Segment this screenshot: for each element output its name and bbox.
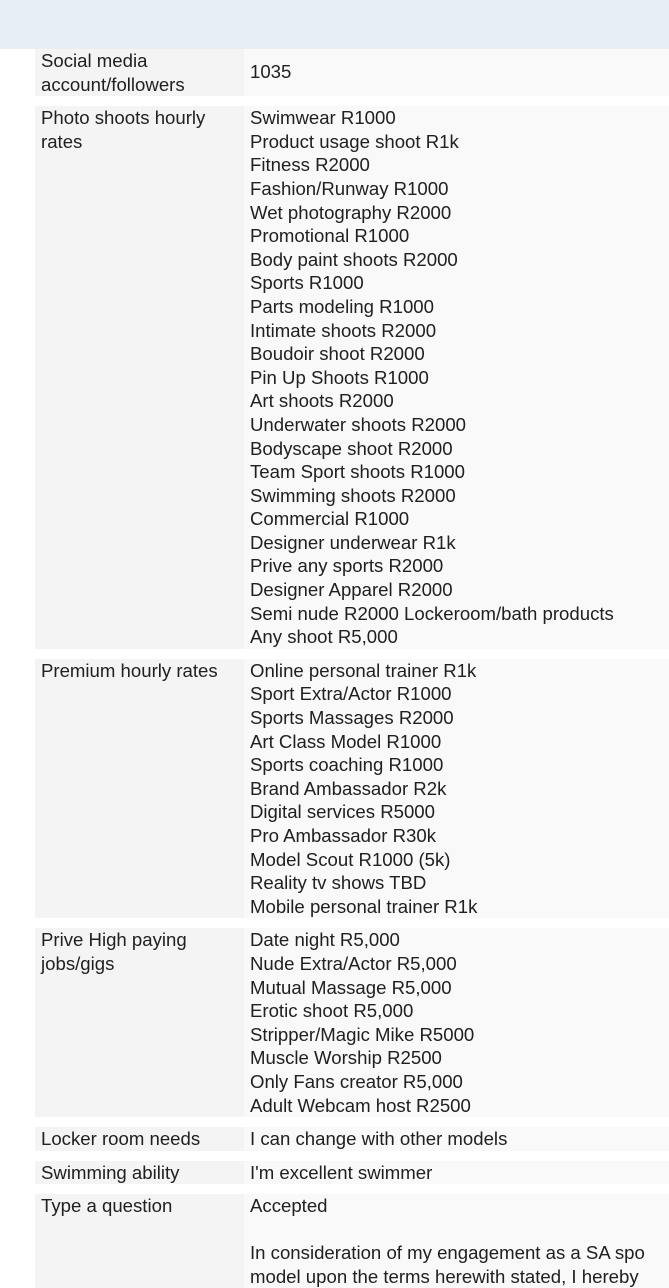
- table-row: [35, 49, 669, 96]
- table-row: [35, 1194, 669, 1288]
- row-label: Premium hourly rates: [35, 659, 244, 919]
- value-line: Fashion/Runway R1000: [250, 177, 669, 201]
- value-line: Product usage shoot R1k: [250, 130, 669, 154]
- row-spacer: [35, 96, 669, 106]
- disclaimer-line: model upon the terms herewith stated, I hereby: [250, 1265, 669, 1288]
- value-line: Mutual Massage R5,000: [250, 976, 669, 1000]
- row-value: [244, 1161, 669, 1185]
- spacer-cell: [35, 1151, 244, 1161]
- value-line: Team Sport shoots R1000: [250, 460, 669, 484]
- value-line: Muscle Worship R2500: [250, 1046, 669, 1070]
- value-line: Swimming shoots R2000: [250, 484, 669, 508]
- value-line: Sports coaching R1000: [250, 753, 669, 777]
- value-line: Commercial R1000: [250, 507, 669, 531]
- spacer-cell: [244, 1151, 669, 1161]
- row-value: [244, 928, 669, 1117]
- spacer-cell: [35, 96, 244, 106]
- value-line: Promotional R1000: [250, 224, 669, 248]
- spacer-cell: [244, 1117, 669, 1127]
- value-line: Designer Apparel R2000: [250, 578, 669, 602]
- value-line: Wet photography R2000: [250, 201, 669, 225]
- spacer-cell: [244, 918, 669, 928]
- value-line: Semi nude R2000 Lockeroom/bath products: [250, 602, 669, 626]
- row-spacer: [35, 1117, 669, 1127]
- row-label: Prive High paying jobs/gigs: [35, 928, 244, 1117]
- disclaimer-line: In consideration of my engagement as a SA spo: [250, 1241, 669, 1265]
- value-line: Pro Ambassador R30k: [250, 824, 669, 848]
- profile-details-table-body: [35, 49, 669, 1288]
- value-line: Art shoots R2000: [250, 389, 669, 413]
- value-line: Stripper/Magic Mike R5000: [250, 1023, 669, 1047]
- value-line: Model Scout R1000 (5k): [250, 848, 669, 872]
- spacer-cell: [244, 649, 669, 659]
- value-line: Intimate shoots R2000: [250, 319, 669, 343]
- value-line: I can change with other models: [250, 1127, 669, 1151]
- value-line: 1035: [250, 60, 669, 84]
- row-spacer: [35, 1184, 669, 1194]
- profile-details-table: [35, 49, 669, 1288]
- row-value: [244, 659, 669, 919]
- value-line: Mobile personal trainer R1k: [250, 895, 669, 919]
- profile-details-table-container: [35, 49, 669, 1288]
- spacer-cell: [35, 918, 244, 928]
- value-line: Designer underwear R1k: [250, 531, 669, 555]
- value-line: Fitness R2000: [250, 153, 669, 177]
- row-spacer: [35, 918, 669, 928]
- value-line: Digital services R5000: [250, 800, 669, 824]
- value-line: Date night R5,000: [250, 928, 669, 952]
- value-line: Sports Massages R2000: [250, 706, 669, 730]
- value-line: Accepted: [250, 1194, 669, 1218]
- row-label: Locker room needs: [35, 1127, 244, 1151]
- value-line: Erotic shoot R5,000: [250, 999, 669, 1023]
- row-label: Type a question: [35, 1194, 244, 1288]
- table-row: [35, 928, 669, 1117]
- row-value: [244, 49, 669, 96]
- value-line: Only Fans creator R5,000: [250, 1070, 669, 1094]
- row-spacer: [35, 1151, 669, 1161]
- value-line: Adult Webcam host R2500: [250, 1094, 669, 1118]
- value-line: Body paint shoots R2000: [250, 248, 669, 272]
- table-row: [35, 1127, 669, 1151]
- row-spacer: [35, 649, 669, 659]
- value-line: Online personal trainer R1k: [250, 659, 669, 683]
- row-value: [244, 1127, 669, 1151]
- table-row: [35, 659, 669, 919]
- table-row: [35, 106, 669, 649]
- value-line: Bodyscape shoot R2000: [250, 437, 669, 461]
- row-value: [244, 106, 669, 649]
- table-row: [35, 1161, 669, 1185]
- value-line: Any shoot R5,000: [250, 625, 669, 649]
- spacer-cell: [35, 1117, 244, 1127]
- row-label: Photo shoots hourly rates: [35, 106, 244, 649]
- row-value: [244, 1194, 669, 1288]
- value-line: Underwater shoots R2000: [250, 413, 669, 437]
- value-line: Boudoir shoot R2000: [250, 342, 669, 366]
- value-line: Reality tv shows TBD: [250, 871, 669, 895]
- spacer-cell: [35, 649, 244, 659]
- value-line: Pin Up Shoots R1000: [250, 366, 669, 390]
- spacer-cell: [35, 1184, 244, 1194]
- row-label: Swimming ability: [35, 1161, 244, 1185]
- value-line: Swimwear R1000: [250, 106, 669, 130]
- value-line: Parts modeling R1000: [250, 295, 669, 319]
- value-line: Sport Extra/Actor R1000: [250, 682, 669, 706]
- value-line: Art Class Model R1000: [250, 730, 669, 754]
- spacer-cell: [244, 1184, 669, 1194]
- row-label: Social media account/followers: [35, 49, 244, 96]
- value-line: Brand Ambassador R2k: [250, 777, 669, 801]
- value-line: Sports R1000: [250, 271, 669, 295]
- value-line: Nude Extra/Actor R5,000: [250, 952, 669, 976]
- top-bar: [0, 0, 669, 49]
- value-line: Prive any sports R2000: [250, 554, 669, 578]
- spacer-cell: [244, 96, 669, 106]
- value-line: I'm excellent swimmer: [250, 1161, 669, 1185]
